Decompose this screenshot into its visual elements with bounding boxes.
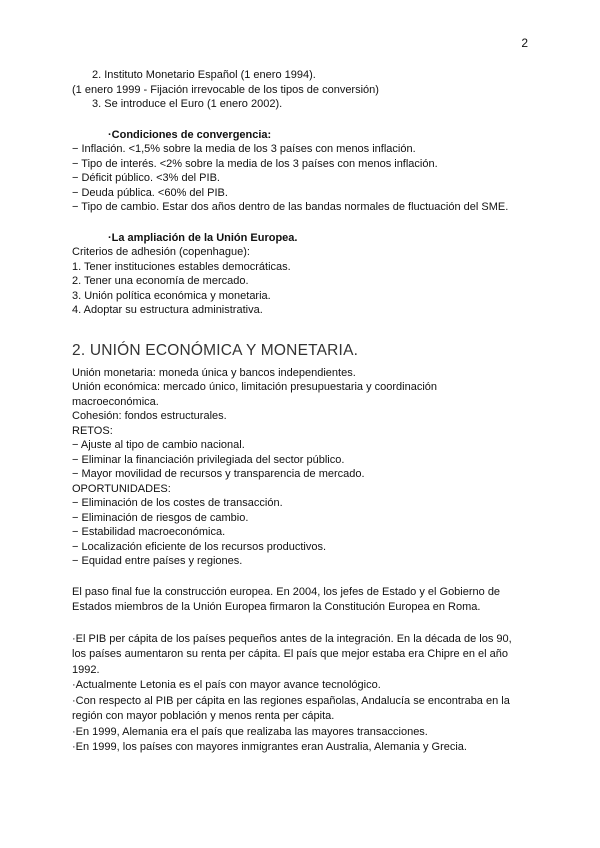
- note-line: 1992.: [72, 663, 100, 676]
- list-item: − Deuda pública. <60% del PIB.: [72, 186, 228, 199]
- list-item: − Localización eficiente de los recursos productivos.: [72, 540, 327, 553]
- oportunidades-heading: OPORTUNIDADES:: [72, 482, 171, 495]
- list-item: 1. Tener instituciones estables democráticas.: [72, 260, 291, 273]
- list-item: − Inflación. <1,5% sobre la media de los 3 países con menos inflación.: [72, 143, 416, 155]
- text-line: Unión económica: mercado único, limitación presupuestaria y coordinación: [72, 381, 438, 393]
- convergencia-heading: ·Condiciones de convergencia:: [108, 128, 272, 141]
- note-line: ·El PIB per cápita de los países pequeños antes de la integración. En la década de los 90,: [72, 632, 512, 645]
- ampliacion-intro: Criterios de adhesión (copenhague):: [72, 246, 250, 258]
- list-item: − Eliminación de riesgos de cambio.: [72, 511, 249, 524]
- list-item: − Tipo de cambio. Estar dos años dentro de las bandas normales de fluctuación del SME.: [72, 201, 509, 213]
- notes-list: [72, 632, 532, 756]
- note-line: ·En 1999, los países con mayores inmigrantes eran Australia, Alemania y Grecia.: [72, 741, 467, 753]
- paragraph-line: Estados miembros de la Unión Europea firmaron la Constitución Europea en Roma.: [72, 601, 481, 613]
- list-item: − Estabilidad macroeconómica.: [72, 526, 226, 538]
- list-item: − Mayor movilidad de recursos y transparencia de mercado.: [72, 468, 365, 480]
- section-title: 2. UNIÓN ECONÓMICA Y MONETARIA.: [72, 341, 359, 359]
- note-line: región con mayor población y menos renta per cápita.: [72, 710, 335, 722]
- list-item: − Ajuste al tipo de cambio nacional.: [72, 439, 245, 451]
- list-item: − Equidad entre países y regiones.: [72, 555, 243, 567]
- retos-heading: RETOS:: [72, 424, 113, 437]
- list-item: 4. Adoptar su estructura administrativa.: [72, 304, 263, 316]
- document-body: [72, 68, 532, 756]
- note-line: ·Actualmente Letonia es el país con mayor avance tecnológico.: [72, 679, 381, 691]
- note-line: ·Con respecto al PIB per cápita en las regiones españolas, Andalucía se encontraba en la: [72, 694, 510, 707]
- section-lines: [72, 366, 532, 569]
- page-number: 2: [521, 36, 528, 50]
- list-item: 3. Unión política económica y monetaria.: [72, 289, 271, 302]
- convergencia-list: [72, 142, 532, 215]
- list-item: − Eliminación de los costes de transacción.: [72, 497, 283, 509]
- note-line: los países aumentaron su renta per cápita. El país que mejor estaba era Chipre en el año: [72, 648, 508, 660]
- list-item: − Tipo de interés. <2% sobre la media de los 3 países con menos inflación.: [72, 157, 438, 170]
- list-item-2: 2. Instituto Monetario Español (1 enero 1994).: [92, 69, 316, 81]
- list-item: − Déficit público. <3% del PIB.: [72, 172, 220, 184]
- list-note: (1 enero 1999 - Fijación irrevocable de los tipos de conversión): [72, 83, 379, 96]
- text-line: macroeconómica.: [72, 395, 159, 408]
- ampliacion-list: [72, 260, 532, 318]
- list-item: − Eliminar la financiación privilegiada del sector público.: [72, 453, 345, 466]
- note-line: ·En 1999, Alemania era el país que realizaba las mayores transacciones.: [72, 725, 428, 738]
- text-line: Unión monetaria: moneda única y bancos independientes.: [72, 366, 356, 379]
- ampliacion-heading: ·La ampliación de la Unión Europea.: [108, 231, 298, 244]
- paragraph-line: El paso final fue la construcción europea. En 2004, los jefes de Estado y el Gobierno de: [72, 585, 501, 598]
- list-item: 2. Tener una economía de mercado.: [72, 275, 249, 287]
- text-line: Cohesión: fondos estructurales.: [72, 410, 227, 422]
- closing-paragraph: [72, 585, 532, 616]
- list-item-3: 3. Se introduce el Euro (1 enero 2002).: [92, 98, 283, 110]
